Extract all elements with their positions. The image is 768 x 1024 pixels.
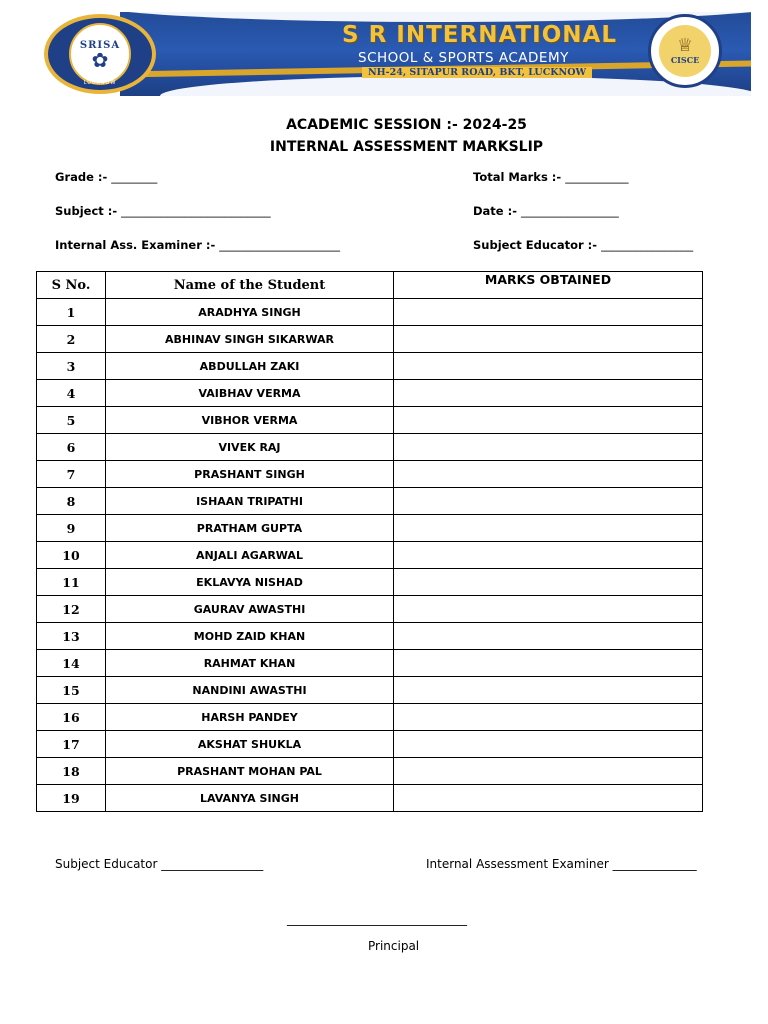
marks-cell[interactable] <box>394 569 703 596</box>
marks-cell[interactable] <box>394 353 703 380</box>
student-name: RAHMAT KHAN <box>106 650 394 677</box>
column-header-name: Name of the Student <box>106 272 394 299</box>
marks-cell[interactable] <box>394 677 703 704</box>
subject-label: Subject :- <box>55 204 118 218</box>
marks-cell[interactable] <box>394 758 703 785</box>
student-sno: 9 <box>37 515 106 542</box>
table-row <box>37 677 703 704</box>
footer-examiner-label: Internal Assessment Examiner <box>426 857 609 871</box>
student-sno: 1 <box>37 299 106 326</box>
footer-educator-label: Subject Educator <box>55 857 158 871</box>
marks-cell[interactable] <box>394 596 703 623</box>
student-name: EKLAVYA NISHAD <box>106 569 394 596</box>
educator-label: Subject Educator :- <box>473 238 598 252</box>
student-sno: 8 <box>37 488 106 515</box>
table-row <box>37 407 703 434</box>
school-subtitle: SCHOOL & SPORTS ACADEMY <box>358 50 569 66</box>
student-name: HARSH PANDEY <box>106 704 394 731</box>
examiner-label: Internal Ass. Examiner :- <box>55 238 216 252</box>
grade-field <box>55 170 157 184</box>
table-row <box>37 353 703 380</box>
marks-cell[interactable] <box>394 623 703 650</box>
session-heading: ACADEMIC SESSION :- 2024-25 <box>286 117 527 133</box>
student-name: ABHINAV SINGH SIKARWAR <box>106 326 394 353</box>
table-row <box>37 380 703 407</box>
date-label: Date :- <box>473 204 517 218</box>
column-header-sno: S No. <box>37 272 106 299</box>
table-row <box>37 623 703 650</box>
student-sno: 18 <box>37 758 106 785</box>
student-sno: 5 <box>37 407 106 434</box>
student-sno: 15 <box>37 677 106 704</box>
table-row <box>37 731 703 758</box>
school-banner <box>20 12 751 96</box>
marks-cell[interactable] <box>394 461 703 488</box>
school-logo <box>44 14 156 94</box>
total-marks-label: Total Marks :- <box>473 170 562 184</box>
marks-cell[interactable] <box>394 515 703 542</box>
school-logo-abbr: SRISA <box>79 39 121 51</box>
student-name: PRASHANT MOHAN PAL <box>106 758 394 785</box>
table-row <box>37 542 703 569</box>
student-sno: 11 <box>37 569 106 596</box>
document-title: INTERNAL ASSESSMENT MARKSLIP <box>269 139 544 155</box>
grade-label: Grade :- <box>55 170 108 184</box>
total-marks-line: ___________ <box>565 170 629 184</box>
student-name: LAVANYA SINGH <box>106 785 394 812</box>
table-row <box>37 299 703 326</box>
column-header-marks: MARKS OBTAINED <box>394 272 703 299</box>
grade-line: ________ <box>111 170 158 184</box>
board-logo-text: CISCE <box>670 55 700 65</box>
student-sno: 7 <box>37 461 106 488</box>
marks-cell[interactable] <box>394 380 703 407</box>
table-row <box>37 596 703 623</box>
table-row <box>37 785 703 812</box>
tree-icon: ✿ <box>91 47 109 72</box>
school-logo-city: LUCKNOW <box>83 80 117 86</box>
board-logo <box>648 14 722 88</box>
marks-cell[interactable] <box>394 650 703 677</box>
table-header-row <box>37 272 703 299</box>
student-sno: 3 <box>37 353 106 380</box>
examiner-line: _____________________ <box>219 238 341 252</box>
footer-educator <box>55 857 263 871</box>
marks-cell[interactable] <box>394 407 703 434</box>
table-row <box>37 488 703 515</box>
principal-signature-line: ______________________________ <box>287 912 467 926</box>
student-name: AKSHAT SHUKLA <box>106 731 394 758</box>
educator-line: ________________ <box>601 238 694 252</box>
student-name: ARADHYA SINGH <box>106 299 394 326</box>
marks-table <box>36 271 703 812</box>
footer-examiner <box>426 857 697 871</box>
marks-cell[interactable] <box>394 299 703 326</box>
table-row <box>37 326 703 353</box>
student-name: VIBHOR VERMA <box>106 407 394 434</box>
footer-examiner-line: ______________ <box>612 857 697 871</box>
school-address: NH-24, SITAPUR ROAD, BKT, LUCKNOW <box>362 67 592 78</box>
marks-cell[interactable] <box>394 785 703 812</box>
table-row <box>37 515 703 542</box>
marks-cell[interactable] <box>394 731 703 758</box>
table-row <box>37 758 703 785</box>
student-name: PRASHANT SINGH <box>106 461 394 488</box>
student-name: VIVEK RAJ <box>106 434 394 461</box>
marks-cell[interactable] <box>394 326 703 353</box>
student-name: VAIBHAV VERMA <box>106 380 394 407</box>
student-sno: 10 <box>37 542 106 569</box>
marks-cell[interactable] <box>394 542 703 569</box>
student-sno: 4 <box>37 380 106 407</box>
examiner-field <box>55 238 340 252</box>
subject-field <box>55 204 271 218</box>
school-name: S R INTERNATIONAL <box>342 22 617 48</box>
table-row <box>37 704 703 731</box>
table-row <box>37 461 703 488</box>
table-body <box>37 299 703 812</box>
student-sno: 14 <box>37 650 106 677</box>
student-sno: 17 <box>37 731 106 758</box>
student-name: GAURAV AWASTHI <box>106 596 394 623</box>
educator-field <box>473 238 693 252</box>
table-row <box>37 434 703 461</box>
student-name: MOHD ZAID KHAN <box>106 623 394 650</box>
footer-educator-line: _________________ <box>161 857 264 871</box>
marks-cell[interactable] <box>394 488 703 515</box>
student-name: ABDULLAH ZAKI <box>106 353 394 380</box>
total-marks-field <box>473 170 628 184</box>
subject-line: __________________________ <box>121 204 271 218</box>
principal-label: Principal <box>368 939 420 953</box>
date-field <box>473 204 619 218</box>
student-sno: 12 <box>37 596 106 623</box>
table-row <box>37 650 703 677</box>
student-sno: 16 <box>37 704 106 731</box>
student-sno: 19 <box>37 785 106 812</box>
date-line: _________________ <box>521 204 619 218</box>
table-row <box>37 569 703 596</box>
student-name: NANDINI AWASTHI <box>106 677 394 704</box>
marks-cell[interactable] <box>394 434 703 461</box>
student-name: ISHAAN TRIPATHI <box>106 488 394 515</box>
student-sno: 6 <box>37 434 106 461</box>
student-name: ANJALI AGARWAL <box>106 542 394 569</box>
student-sno: 13 <box>37 623 106 650</box>
lion-emblem-icon: ♕ <box>676 35 694 56</box>
marks-cell[interactable] <box>394 704 703 731</box>
student-name: PRATHAM GUPTA <box>106 515 394 542</box>
student-sno: 2 <box>37 326 106 353</box>
